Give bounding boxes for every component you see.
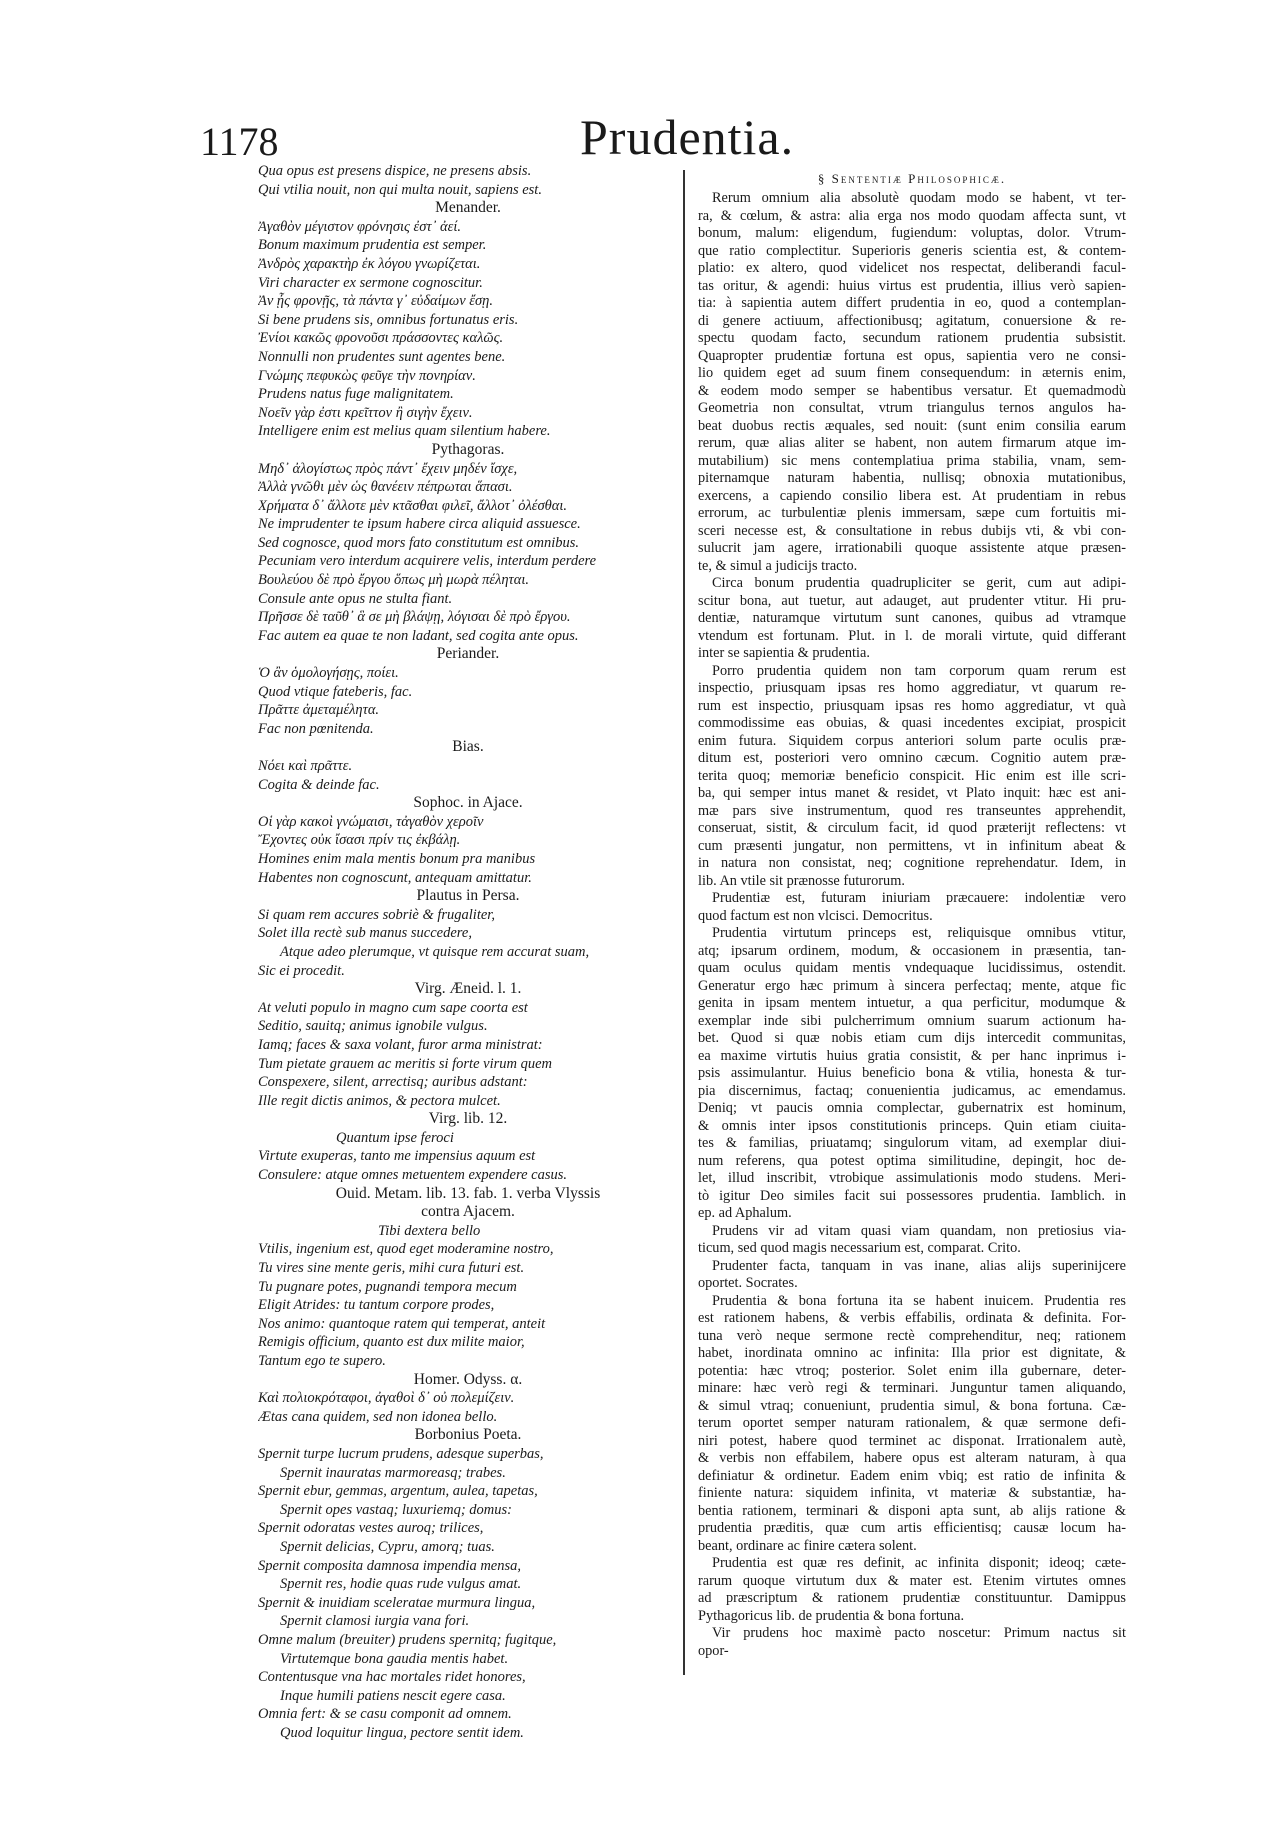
prose-line: ep. ad Aphalum. bbox=[698, 1205, 792, 1221]
quotation-line: Spernit odoratas vestes auroq; trilices, bbox=[258, 1520, 484, 1537]
quotation-line: Fac autem ea quae te non ladant, sed cogita ante opus. bbox=[258, 627, 579, 644]
section-title: § Sententiæ Philosophicæ. bbox=[817, 171, 1007, 186]
prose-line: mutabilium) sic mens contemplatiua prima stabilia, vnam, sem- bbox=[698, 452, 1126, 469]
quotation-line: Homines enim mala mentis bonum pra manibus bbox=[258, 850, 536, 867]
prose-line: tuna verò neque sermone rectè comprehenditur, neq; rationem bbox=[698, 1327, 1126, 1344]
quotation-line: Si bene prudens sis, omnibus fortunatus eris. bbox=[258, 311, 519, 328]
quotation-line: Spernit delicias, Cypru, amorq; tuas. bbox=[280, 1538, 495, 1555]
prose-line: rarum quoque virtutum dux & mater est. Etenim virtutes omnes bbox=[698, 1572, 1126, 1589]
quotation-line: Si quam rem accures sobriè & frugaliter, bbox=[258, 906, 495, 923]
prose-line: ticum, sed quod magis necessarium est, comparat. Crito. bbox=[698, 1240, 1021, 1256]
prose-line: bentia rationem, terminari & disponi apta sunt, ab alijs ratione & bbox=[698, 1502, 1126, 1519]
prose-line: lib. An vtile sit prænosse futurorum. bbox=[698, 872, 905, 889]
quotation-line: Spernit turpe lucrum prudens, adesque superbas, bbox=[258, 1445, 544, 1462]
prose-line: platio: ex altero, quod videlicet nos respectat, deliberandi facul- bbox=[698, 260, 1126, 276]
prose-line: definiatur & ordinetur. Eadem enim vbiq; est ratio de infinita & bbox=[698, 1467, 1126, 1484]
quotation-line: Tibi dextera bello bbox=[378, 1222, 481, 1239]
prose-line: beat duobus rectis æquales, sed nouit: (sunt enim consilia earum bbox=[698, 417, 1126, 434]
prose-line: di genere actiuum, affectionibusq; agitatum, conuersione & re- bbox=[698, 312, 1126, 329]
prose-line: terita quoq; memoriæ beneficio conspicit. Hic enim est ille scri- bbox=[698, 767, 1126, 784]
quotation-line: Consulere: atque omnes metuentem expendere casus. bbox=[258, 1167, 567, 1184]
prose-line: finiente natura: siquidem infinita, vt materiæ & substantiæ, ha- bbox=[698, 1485, 1126, 1501]
quotation-line: Consule ante opus ne stulta fiant. bbox=[258, 590, 453, 607]
quotation-line: Πρῆσσε δὲ ταῦθ᾽ ἃ σε μὴ βλάψῃ, λόγισαι δὲ πρὸ ἔργου. bbox=[258, 609, 571, 626]
quotation-line: Καὶ πολιοκρόταφοι, ἀγαθοὶ δ᾽ οὐ πολεμίζειν. bbox=[258, 1390, 515, 1407]
prose-line: tes & familias, priuatamq; singulorum vitam, ad exemplar diui- bbox=[698, 1135, 1126, 1151]
quotation-line: Habentes non cognoscunt, antequam amittatur. bbox=[258, 869, 532, 886]
quotation-line: Eligit Atrides: tu tantum corpore prodes, bbox=[258, 1297, 495, 1314]
quotation-line: Μηδ᾽ ἀλογίστως πρὸς πάντ᾽ ἔχειν μηδέν ἴσχε, bbox=[258, 460, 518, 477]
prose-line: num referens, qua potest optima similitudine, depingit, hoc de- bbox=[698, 1152, 1126, 1169]
quotation-line: Qui vtilia nouit, non qui multa nouit, sapiens est. bbox=[258, 181, 542, 198]
quotation-line: At veluti populo in magno cum sape coorta est bbox=[258, 999, 528, 1016]
prose-line: habet, inordinata omnino ac infinita: Illa prior est dignitate, & bbox=[698, 1345, 1126, 1361]
prose-line: niri potest, habere quod terminet ac disponat. Irrationalem autè, bbox=[698, 1432, 1126, 1449]
quotation-line: Spernit opes vastaq; luxuriemq; domus: bbox=[280, 1501, 512, 1518]
quotation-line: Ὁ ἂν ὁμολογήσῃς, ποίει. bbox=[258, 665, 399, 682]
source-heading: Ouid. Metam. lib. 13. fab. 1. verba Vlyssis bbox=[335, 1184, 601, 1202]
source-heading: Pythagoras. bbox=[431, 440, 505, 458]
quotation-line: Ἀλλὰ γνῶθι μὲν ὡς θανέειν πέπρωται ἅπασι. bbox=[258, 479, 513, 496]
prose-line: sceri necesse est, & consultatione in rebus dubijs vti, & vbi con- bbox=[698, 522, 1126, 539]
quotation-line: Tu vires sine mente geris, mihi cura futuri est. bbox=[258, 1260, 525, 1277]
source-heading: contra Ajacem. bbox=[421, 1203, 515, 1221]
quotation-line: Ætas cana quidem, sed non idonea bello. bbox=[258, 1408, 498, 1425]
quotation-line: Contentusque vna hac mortales ridet honores, bbox=[258, 1669, 526, 1686]
quotation-line: Νοεῖν γὰρ ἐστι κρεῖττον ἢ σιγὴν ἔχειν. bbox=[258, 404, 473, 421]
page-number: 1178 bbox=[200, 119, 279, 164]
prose-line: lio quidem eget ad suum finem consequendum: in æternis enim, bbox=[698, 365, 1126, 381]
quotation-line: Νόει καὶ πρᾶττε. bbox=[258, 758, 353, 774]
prose-line: Quapropter prudentiæ fortuna est opus, sapientia vero ne consi- bbox=[698, 347, 1126, 364]
prose-line: vtendum est fortunam. Plut. in l. de morali virtute, quid differant bbox=[698, 627, 1126, 644]
prose-line: inspectio, priusquam ipsas res homo aggrediatur, vt quarum re- bbox=[698, 680, 1126, 696]
quotation-line: Ἔχοντες οὐκ ἴσασι πρίν τις ἐκβάλῃ. bbox=[258, 832, 461, 849]
prose-line: potentia: hæc vtroq; posterior. Solet enim illa gubernare, deter- bbox=[698, 1362, 1126, 1379]
prose-line: & eodem modo semper se habentibus versatur. Et quemadmodù bbox=[698, 382, 1126, 399]
prose-line: psis assimulantur. Huius beneficio bona & vtilia, honesta & tur- bbox=[698, 1065, 1126, 1081]
prose-line: cum præsenti jungatur, non permittens, vt in infinitum abeat & bbox=[698, 837, 1126, 854]
quotation-line: Fac non pœnitenda. bbox=[258, 720, 374, 737]
prose-line: Circa bonum prudentia quadrupliciter se gerit, cum aut adipi- bbox=[712, 575, 1126, 591]
prose-line: oportet. Socrates. bbox=[698, 1275, 798, 1291]
prose-line: Generatur ergo hæc primum à sincera perfectaq; mente, atque fic bbox=[698, 977, 1126, 994]
prose-line: rerum, quæ alias aliter se habent, non autem firmarum atque im- bbox=[698, 435, 1126, 451]
quotation-line: Iamq; faces & saxa volant, furor arma ministrat: bbox=[258, 1036, 543, 1053]
prose-line: genita in ipsam mentem intuetur, a qua perficitur, modumque & bbox=[698, 995, 1126, 1011]
prose-line: Prudentia & bona fortuna ita se habent inuicem. Prudentia res bbox=[712, 1292, 1126, 1309]
quotation-line: Βουλεύου δὲ πρὸ ἔργου ὅπως μὴ μωρὰ πέληται. bbox=[258, 572, 530, 589]
quotation-line: Qua opus est presens dispice, ne presens absis. bbox=[258, 163, 532, 179]
prose-line: errorum, ac turbulentiæ plenis immersam, sæpe cum fortuitis mi- bbox=[698, 505, 1126, 521]
quotation-line: Solet illa rectè sub manus succedere, bbox=[258, 925, 472, 942]
quotation-line: Γνώμης πεφυκὼς φεῦγε τὴν πονηρίαν. bbox=[258, 367, 476, 384]
quotation-line: Spernit composita damnosa impendia mensa, bbox=[258, 1557, 521, 1574]
source-heading: Borbonius Poeta. bbox=[414, 1426, 522, 1444]
prose-line: que ratio complectitur. Superioris generis scientia est, & contem- bbox=[698, 242, 1126, 259]
quotation-line: Ἐνίοι κακῶς φρονοῦσι πράσσοντες καλῶς. bbox=[258, 330, 504, 347]
prose-line: quod factum est non vlcisci. Democritus. bbox=[698, 907, 933, 924]
prose-line: Prudentia est quæ res definit, ac infinita disponit; ideoq; cæte- bbox=[712, 1555, 1126, 1571]
quotation-line: Omne malum (breuiter) prudens spernitq; fugitque, bbox=[258, 1631, 557, 1648]
prose-line: est rationem habens, & verbis effabilis, ordinata & definita. For- bbox=[698, 1310, 1126, 1326]
prose-line: bonum, malum: eligendum, fugiendum: voluptas, dolor. Vtrum- bbox=[698, 225, 1126, 241]
source-heading: Virg. lib. 12. bbox=[428, 1110, 508, 1128]
prose-line: & verbis non effabilem, habere opus est alteram naturam, à qua bbox=[698, 1450, 1126, 1466]
quotation-line: Vtilis, ingenium est, quod eget moderamine nostro, bbox=[258, 1241, 554, 1258]
quotation-line: Tantum ego te supero. bbox=[258, 1353, 386, 1369]
quotation-line: Tum pietate grauem ac meritis si forte virum quem bbox=[258, 1055, 553, 1072]
prose-line: Prudens vir ad vitam quasi viam quandam, non pretiosius via- bbox=[712, 1222, 1126, 1239]
quotation-line: Ille regit dictis animos, & pectora mulcet. bbox=[258, 1092, 501, 1109]
quotation-line: Atque adeo plerumque, vt quisque rem accurat suam, bbox=[280, 943, 590, 960]
prose-line: beant, ordinare ac finire cætera solent. bbox=[698, 1537, 917, 1554]
source-heading: Plautus in Persa. bbox=[416, 887, 520, 905]
prose-line: tas oritur, & agendi: huius virtus est prudentia, illius verò sapien- bbox=[698, 277, 1126, 294]
prose-line: dentiæ, naturamque virtutum sunt canones, quibus ad vtramque bbox=[698, 610, 1126, 626]
source-heading: Virg. Æneid. l. 1. bbox=[414, 980, 522, 998]
prose-line: ra, & cœlum, & astra: alia erga nos modo quodam affecta sunt, vt bbox=[698, 207, 1126, 224]
source-heading: Bias. bbox=[452, 738, 484, 756]
quotation-line: Ne imprudenter te ipsum habere circa aliquid assuesce. bbox=[258, 516, 581, 533]
prose-line: spectu quodam facto, secundum rationem prudentia subsistit. bbox=[698, 330, 1126, 346]
quotation-line: Spernit & inuidiam sceleratae murmura lingua, bbox=[258, 1594, 536, 1611]
quotation-line: Ἀγαθὸν μέγιστον φρόνησις ἐστ᾽ ἀεί. bbox=[258, 218, 462, 235]
prose-line: Pythagoricus lib. de prudentia & bona fortuna. bbox=[698, 1607, 965, 1624]
running-header: Prudentia. bbox=[580, 109, 795, 165]
prose-line: rum est inspectio, priusquam ipsas res homo aggrediatur, vt quà bbox=[698, 697, 1126, 714]
prose-line: tò igitur Deo similes facit sui possessores prudentia. Iamblich. in bbox=[698, 1187, 1126, 1204]
prose-line: let, illud inscribit, vtrobique assimulationis modo studens. Meri- bbox=[698, 1170, 1126, 1186]
quotation-line: Conspexere, silent, arrectisq; auribus adstant: bbox=[258, 1074, 528, 1091]
prose-line: & omnis inter ipsos constitutionis princeps. Quin etiam ciuita- bbox=[698, 1117, 1126, 1134]
prose-line: ea maxime virtutis huius gratia consistit, & per hanc inprimus i- bbox=[698, 1047, 1126, 1064]
quotation-line: Bonum maximum prudentia est semper. bbox=[258, 237, 487, 254]
quotation-line: Ἀνδρὸς χαρακτὴρ ἐκ λόγου γνωρίζεται. bbox=[258, 255, 481, 272]
quotation-line: Spernit clamosi iurgia vana fori. bbox=[280, 1613, 470, 1630]
quotation-line: Spernit res, hodie quas rude vulgus amat. bbox=[280, 1576, 522, 1593]
prose-line: commodissime eas obuias, & quasi incedentes excipiat, prospicit bbox=[698, 715, 1126, 731]
right-column-sententiae bbox=[698, 168, 1126, 1660]
prose-line: Vir prudens hoc maximè pacto noscetur: Primum nactus sit bbox=[712, 1625, 1126, 1641]
prose-line: piternamque naturam habentia, nullisq; obnoxia mutationibus, bbox=[698, 470, 1126, 486]
prose-line: enim futura. Siquidem corpus anteriori solum parte oculis præ- bbox=[698, 732, 1126, 749]
prose-line: Geometria non consultat, vtrum triangulus ternos angulos ha- bbox=[698, 400, 1126, 416]
prose-line: mæ pars sive instrumentum, quod res transeuntes apprehendit, bbox=[698, 802, 1126, 819]
prose-line: Prudentiæ est, futuram iniuriam præcauere: indolentiæ vero bbox=[712, 890, 1126, 906]
quotation-line: Virtutemque bona gaudia mentis habet. bbox=[280, 1650, 509, 1667]
quotation-line: Intelligere enim est melius quam silentium habere. bbox=[258, 423, 551, 440]
source-heading: Menander. bbox=[435, 199, 501, 217]
source-heading: Homer. Odyss. α. bbox=[413, 1370, 523, 1388]
prose-line: prudentia præditis, quæ cum artis efficientisq; causæ locum ha- bbox=[698, 1520, 1126, 1536]
prose-line: te, & simul a judicijs tracto. bbox=[698, 557, 858, 574]
quotation-line: Nos animo: quantoque ratem qui temperat, anteit bbox=[258, 1315, 546, 1332]
prose-line: conseruat, sistit, & circulum facit, id quod præterijt reflectens: vt bbox=[698, 820, 1126, 836]
prose-line: Rerum omnium alia absolutè quodam modo se habent, vt ter- bbox=[712, 190, 1126, 206]
prose-line: inter se sapientia & prudentia. bbox=[698, 645, 870, 661]
quotation-line: Οἱ γὰρ κακοὶ γνώμαισι, τἀγαθὸν χεροῖν bbox=[258, 813, 484, 830]
prose-line: terum oportet semper naturam rationalem, & quæ sermone defi- bbox=[698, 1415, 1126, 1431]
prose-line: pia discernimus, factaq; conuenientia judicamus, ac emendamus. bbox=[698, 1082, 1126, 1099]
prose-line: ditum est, posteriori vero omnino cæcum. Cognitio autem præ- bbox=[698, 750, 1126, 766]
left-column-quotations bbox=[258, 162, 678, 1742]
quotation-line: Spernit inauratas marmoreasq; trabes. bbox=[280, 1464, 506, 1481]
quotation-line: Prudens natus fuge malignitatem. bbox=[258, 386, 454, 403]
prose-line: tia: à sapientia autem differt prudentia in eo, quod a contemplan- bbox=[698, 295, 1126, 311]
quotation-line: Χρήματα δ᾽ ἄλλοτε μὲν κτᾶσθαι φιλεῖ, ἄλλοτ᾽ ὀλέσθαι. bbox=[258, 497, 567, 514]
prose-line: Porro prudentia quidem non tam corporum quam rerum est bbox=[712, 662, 1126, 679]
prose-line: exercens, a capiendo consilio libera est. At prudentiam in rebus bbox=[698, 487, 1126, 504]
source-heading: Sophoc. in Ajace. bbox=[413, 794, 523, 812]
quotation-line: Inque humili patiens nescit egere casa. bbox=[280, 1687, 506, 1704]
quotation-line: Pecuniam vero interdum acquirere velis, interdum perdere bbox=[258, 553, 597, 570]
prose-line: exemplar inde sibi pulcherrimum omnium suarum actionum ha- bbox=[698, 1012, 1126, 1029]
quotation-line: Viri character ex sermone cognoscitur. bbox=[258, 274, 483, 291]
prose-line: Prudenter facta, tanquam in vas inane, alias alijs superinijcere bbox=[712, 1257, 1126, 1274]
prose-line: & simul vtraq; conueniunt, prudentia simul, & bona fortuna. Cæ- bbox=[698, 1397, 1126, 1414]
prose-line: ad præscriptum & rationem prudentiæ constituuntur. Damippus bbox=[698, 1590, 1126, 1606]
prose-line: in natura non consistat, neq; cognitione reprehendatur. Idem, in bbox=[698, 855, 1126, 871]
quotation-line: Virtute exuperas, tanto me impensius aquum est bbox=[258, 1148, 536, 1165]
quotation-line: Quod vtique fateberis, fac. bbox=[258, 683, 413, 700]
quotation-line: Sed cognosce, quod mors fato constitutum est omnibus. bbox=[258, 534, 579, 551]
quotation-line: Quod loquitur lingua, pectore sentit idem. bbox=[280, 1724, 524, 1741]
quotation-line: Cogita & deinde fac. bbox=[258, 776, 380, 793]
prose-line: atq; ipsarum ordinem, modum, & occasionem in præsentia, tan- bbox=[698, 942, 1126, 959]
column-divider bbox=[683, 170, 685, 1675]
prose-line: Prudentia virtutum princeps est, reliquisque omnibus vtitur, bbox=[712, 925, 1126, 941]
prose-line: sulucrit jam agere, irrationabili quoque assistente atque præsen- bbox=[698, 540, 1126, 556]
prose-line: ba, qui semper intus manet & residet, vt Plato inquit: hæc est ani- bbox=[698, 785, 1126, 801]
quotation-line: Ἀν ᾖς φρονῇς, τὰ πάντα γ᾽ εὐδαίμων ἔσῃ. bbox=[258, 293, 493, 310]
prose-line: scitur bona, aut tuetur, aut adauget, aut prudenter vtitur. Hi pru- bbox=[698, 592, 1126, 609]
quotation-line: Spernit ebur, gemmas, argentum, aulea, tapetas, bbox=[258, 1483, 538, 1500]
quotation-line: Πρᾶττε ἀμεταμέλητα. bbox=[258, 702, 380, 719]
prose-line: minare: hæc verò regi & terminari. Junguntur tamen aliquando, bbox=[698, 1380, 1126, 1396]
prose-line: bet. Quod si quæ nobis etiam cum dijs intercedit communitas, bbox=[698, 1030, 1126, 1046]
prose-line: quam oculus quidam mentis vndequaque lucidissimus, ostendit. bbox=[698, 960, 1126, 976]
quotation-line: Tu pugnare potes, pugnandi tempora mecum bbox=[258, 1278, 517, 1295]
prose-line: opor- bbox=[698, 1642, 729, 1659]
quotation-line: Nonnulli non prudentes sunt agentes bene. bbox=[258, 348, 506, 365]
quotation-line: Seditio, sauitq; animus ignobile vulgus. bbox=[258, 1018, 488, 1035]
prose-line: Deniq; vt paucis omnia complectar, gubernatrix est hominum, bbox=[698, 1100, 1126, 1116]
quotation-line: Remigis officium, quanto est dux milite maior, bbox=[258, 1334, 525, 1351]
quotation-line: Quantum ipse feroci bbox=[336, 1129, 454, 1146]
quotation-line: Omnia fert: & se casu componit ad omnem. bbox=[258, 1706, 512, 1723]
source-heading: Periander. bbox=[436, 645, 500, 663]
quotation-line: Sic ei procedit. bbox=[258, 962, 345, 979]
